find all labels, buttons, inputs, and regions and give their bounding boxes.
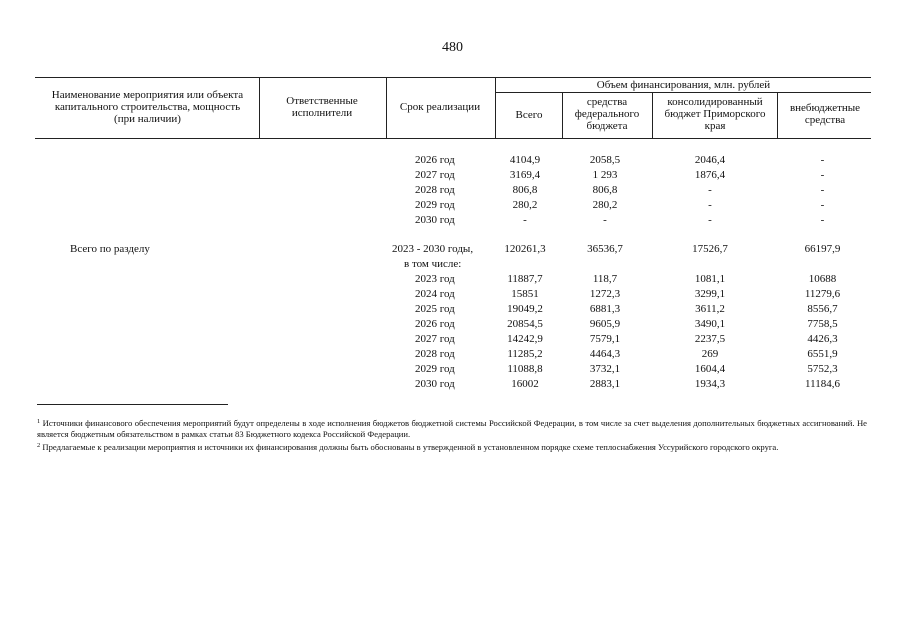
cell-offbudget: 11184,6	[805, 378, 840, 390]
cell-federal: 280,2	[592, 199, 618, 211]
cell-offbudget: 10688	[808, 273, 837, 285]
cell-federal: 1 293	[592, 169, 618, 181]
row-year: 2023 год	[415, 273, 455, 285]
cell-total: 806,8	[512, 184, 538, 196]
row-year: 2029 год	[415, 363, 455, 375]
cell-total: 20854,5	[507, 318, 543, 330]
cell-federal: -	[603, 214, 607, 226]
cell-total: 3169,4	[509, 169, 541, 181]
cell-federal: 2883,1	[589, 378, 621, 390]
header-federal: средства федерального бюджета	[574, 96, 640, 132]
header-executors: Ответственные исполнители	[286, 95, 358, 119]
row-year: 2029 год	[415, 199, 455, 211]
cell-federal: 3732,1	[589, 363, 621, 375]
section-total-offbudget: 66197,9	[804, 243, 841, 255]
table-top-border	[35, 77, 871, 78]
header-offbudget: внебюджетные средства	[789, 102, 861, 126]
footnote-text: Источники финансового обеспечения мероприятий будут определены в ходе исполнения бюджетов бюджетной системы Российской Федерации, в том числе за счет выделения дополнительных бюджетных ассигнований. Не является бюджетным обязательством в рамках статьи 83 Бюджетного кодекса Российской Федерации.	[37, 418, 867, 439]
row-year: 2028 год	[415, 184, 455, 196]
cell-regional: 3490,1	[694, 318, 726, 330]
header-period: Срок реализации	[399, 101, 481, 113]
cell-federal: 6881,3	[589, 303, 621, 315]
cell-total: 16002	[511, 378, 539, 390]
cell-federal: 7579,1	[589, 333, 621, 345]
cell-regional: 269	[701, 348, 719, 360]
table-header-bottom-border	[35, 138, 871, 139]
financing-subheader-border	[495, 92, 871, 93]
cell-offbudget: 5752,3	[807, 363, 838, 375]
column-divider	[562, 92, 563, 138]
cell-total: 280,2	[512, 199, 538, 211]
cell-regional: 2237,5	[694, 333, 726, 345]
section-total-federal: 36536,7	[587, 243, 623, 255]
footnote-separator	[37, 404, 228, 405]
cell-offbudget: -	[820, 154, 825, 166]
cell-total: 14242,9	[507, 333, 543, 345]
section-total-regional: 17526,7	[692, 243, 728, 255]
cell-regional: -	[708, 199, 712, 211]
section-total-total: 120261,3	[504, 243, 546, 255]
row-year: 2024 год	[415, 288, 455, 300]
cell-offbudget: 7758,5	[807, 318, 838, 330]
column-divider	[259, 77, 260, 138]
cell-total: -	[523, 214, 527, 226]
row-year: 2025 год	[415, 303, 455, 315]
cell-regional: -	[708, 214, 712, 226]
cell-federal: 806,8	[592, 184, 618, 196]
cell-federal: 9605,9	[589, 318, 621, 330]
column-divider	[777, 92, 778, 138]
row-year: 2027 год	[415, 169, 455, 181]
cell-regional: 1876,4	[694, 169, 726, 181]
cell-total: 11285,2	[507, 348, 543, 360]
header-total: Всего	[515, 109, 543, 121]
cell-offbudget: 6551,9	[807, 348, 838, 360]
footnote-mark: 1	[37, 418, 41, 425]
cell-federal: 1272,3	[589, 288, 621, 300]
footnotes	[37, 416, 867, 453]
cell-regional: 3611,2	[695, 303, 725, 315]
cell-total: 4104,9	[509, 154, 541, 166]
cell-offbudget: -	[820, 184, 825, 196]
footnote-1	[37, 416, 867, 440]
section-total-label: Всего по разделу	[70, 243, 150, 255]
header-name: Наименование мероприятия или объекта капитального строительства, мощность (при наличии)	[51, 89, 244, 125]
section-total-period: 2023 - 2030 годы,	[392, 243, 474, 255]
footnote-2	[37, 440, 867, 453]
cell-offbudget: -	[820, 169, 825, 181]
row-year: 2028 год	[415, 348, 455, 360]
header-financing: Объем финансирования, млн. рублей	[596, 79, 771, 91]
row-year: 2026 год	[415, 154, 455, 166]
cell-offbudget: -	[820, 214, 825, 226]
section-total-period-note: в том числе:	[404, 258, 462, 270]
footnote-mark: 2	[37, 442, 41, 449]
cell-regional: 2046,4	[694, 154, 726, 166]
footnote-text: Предлагаемые к реализации мероприятия и источники их финансирования должны быть обоснованы в утвержденной в установленном порядке схеме теплоснабжения Уссурийского городского округа.	[42, 442, 779, 452]
cell-total: 11088,8	[507, 363, 543, 375]
cell-total: 11887,7	[507, 273, 543, 285]
cell-offbudget: -	[820, 199, 825, 211]
cell-regional: 1081,1	[694, 273, 726, 285]
cell-federal: 118,7	[592, 273, 618, 285]
cell-offbudget: 4426,3	[807, 333, 838, 345]
cell-federal: 2058,5	[589, 154, 621, 166]
row-year: 2027 год	[415, 333, 455, 345]
header-regional: консолидированный бюджет Приморского края	[664, 96, 766, 132]
cell-regional: 1604,4	[694, 363, 726, 375]
cell-offbudget: 8556,7	[807, 303, 838, 315]
cell-offbudget: 11279,6	[804, 288, 841, 300]
cell-total: 15851	[511, 288, 539, 300]
row-year: 2026 год	[415, 318, 455, 330]
row-year: 2030 год	[415, 214, 455, 226]
row-year: 2030 год	[415, 378, 455, 390]
cell-regional: 1934,3	[694, 378, 726, 390]
cell-total: 19049,2	[507, 303, 543, 315]
cell-regional: 3299,1	[694, 288, 726, 300]
cell-federal: 4464,3	[589, 348, 621, 360]
cell-regional: -	[708, 184, 712, 196]
column-divider	[652, 92, 653, 138]
column-divider	[386, 77, 387, 138]
page-number: 480	[442, 40, 463, 55]
